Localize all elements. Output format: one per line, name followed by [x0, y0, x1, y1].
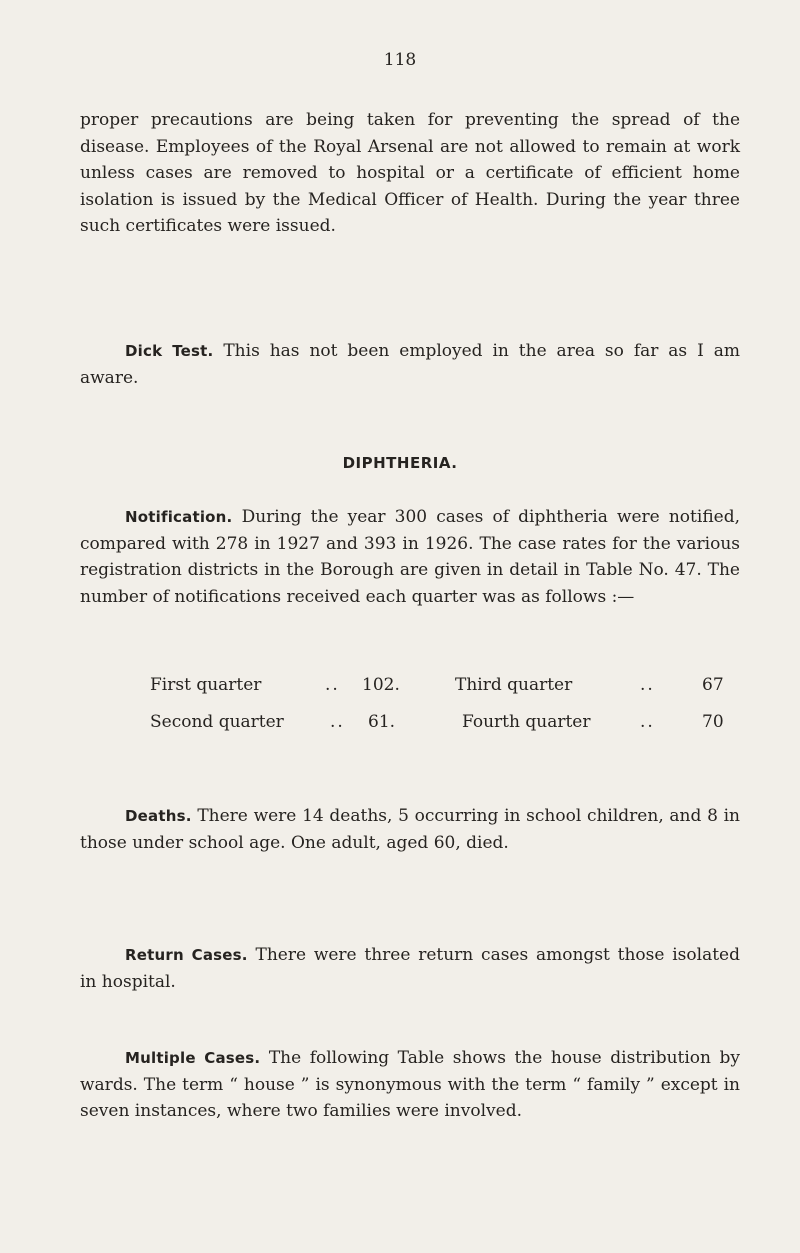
- dot-leader: ..: [640, 712, 655, 732]
- page-number: 118: [383, 50, 417, 70]
- quarter-value: 102.: [362, 675, 400, 695]
- dick-test-text: This has not been employed in the area so far as I am aware.: [80, 341, 740, 388]
- dot-leader: ..: [330, 712, 345, 732]
- dick-test-heading: Dick Test.: [125, 342, 214, 360]
- multiple-cases-text: The following Table shows the house distribution by wards. The term “ house ” is synonymous with the term “ family ” except in seven instances, where two families were involved.: [80, 1048, 740, 1121]
- deaths-heading: Deaths.: [125, 807, 192, 825]
- multiple-cases-heading: Multiple Cases.: [125, 1049, 261, 1067]
- quarter-value: 61.: [368, 712, 396, 732]
- deaths-text: There were 14 deaths, 5 occurring in school children, and 8 in those under school age. One adult, aged 60, died.: [80, 806, 740, 853]
- notification-text: During the year 300 cases of diphtheria were notified, compared with 278 in 1927 and 393 in 1926. The case rates for the various registration districts in the Borough are given in detail in Table No. 47. The number of notifications received each quarter was as follows :—: [80, 507, 740, 607]
- notification-heading: Notification.: [125, 508, 233, 526]
- quarter-label: Second quarter: [150, 712, 284, 732]
- notification-paragraph: [80, 504, 740, 610]
- quarter-value: 70: [702, 712, 724, 732]
- dot-leader: ..: [325, 675, 340, 695]
- quarter-label: Fourth quarter: [462, 712, 591, 732]
- dick-test-paragraph: [80, 338, 740, 391]
- quarter-row: [150, 712, 740, 749]
- quarter-value: 67: [702, 675, 724, 695]
- quarterly-notifications-table: [150, 675, 740, 749]
- dot-leader: ..: [640, 675, 655, 695]
- multiple-cases-paragraph: [80, 1045, 740, 1125]
- section-title: DIPHTHERIA.: [342, 454, 458, 472]
- return-cases-heading: Return Cases.: [125, 946, 248, 964]
- return-cases-paragraph: [80, 942, 740, 995]
- return-cases-text: There were three return cases amongst those isolated in hospital.: [80, 945, 740, 992]
- quarter-row: [150, 675, 740, 712]
- intro-paragraph: proper precautions are being taken for preventing the spread of the disease. Employees of the Royal Arsenal are not allowed to remain at work unless cases are removed to hospital or a certificate of efficient home isolation is issued by the Medical Officer of Health. During the year three such certificates were issued.: [80, 110, 740, 236]
- quarter-label: First quarter: [150, 675, 262, 695]
- deaths-paragraph: [80, 803, 740, 856]
- quarter-label: Third quarter: [455, 675, 573, 695]
